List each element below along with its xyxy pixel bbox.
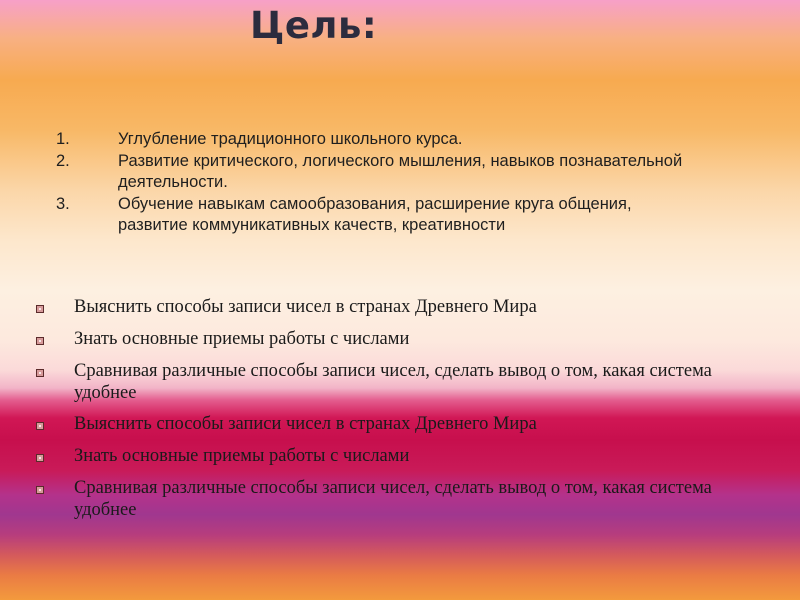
goal-number: 3. xyxy=(56,194,70,213)
objective-item xyxy=(34,360,734,404)
square-bullet-icon xyxy=(36,486,44,494)
objective-item xyxy=(34,445,734,467)
objective-text: Выяснить способы записи чисел в странах Древнего Мира xyxy=(74,297,537,317)
goal-item xyxy=(56,129,696,151)
square-bullet-icon xyxy=(36,369,44,377)
goal-number: 1. xyxy=(56,130,70,148)
square-bullet-icon xyxy=(36,454,44,462)
goal-item xyxy=(56,151,696,194)
objective-text: Сравнивая различные способы записи чисел, сделать вывод о том, какая система удобнее xyxy=(74,361,712,403)
goal-number: 2. xyxy=(56,151,70,170)
square-bullet-icon xyxy=(36,305,44,313)
objective-text: Знать основные приемы работы с числами xyxy=(74,329,410,349)
square-bullet-icon xyxy=(36,337,44,345)
goals-list xyxy=(56,129,696,237)
goal-text: Развитие критического, логического мышления, навыков познавательной деятельности. xyxy=(118,151,683,191)
objectives-list xyxy=(34,292,734,521)
goal-item xyxy=(56,194,696,237)
objective-text: Знать основные приемы работы с числами xyxy=(74,446,410,466)
goal-text: Углубление традиционного школьного курса. xyxy=(118,130,463,148)
objective-item xyxy=(34,328,734,350)
objective-text: Сравнивая различные способы записи чисел, сделать вывод о том, какая система удобнее xyxy=(74,478,712,520)
objective-text: Выяснить способы записи чисел в странах Древнего Мира xyxy=(74,414,537,434)
goal-text: Обучение навыкам самообразования, расширение круга общения, развитие коммуникативных качеств, креативности xyxy=(118,194,632,234)
objective-item xyxy=(34,413,734,435)
square-bullet-icon xyxy=(36,422,44,430)
slide-title: Цель: xyxy=(250,4,378,47)
objective-item xyxy=(34,477,734,521)
objective-item xyxy=(34,296,734,318)
